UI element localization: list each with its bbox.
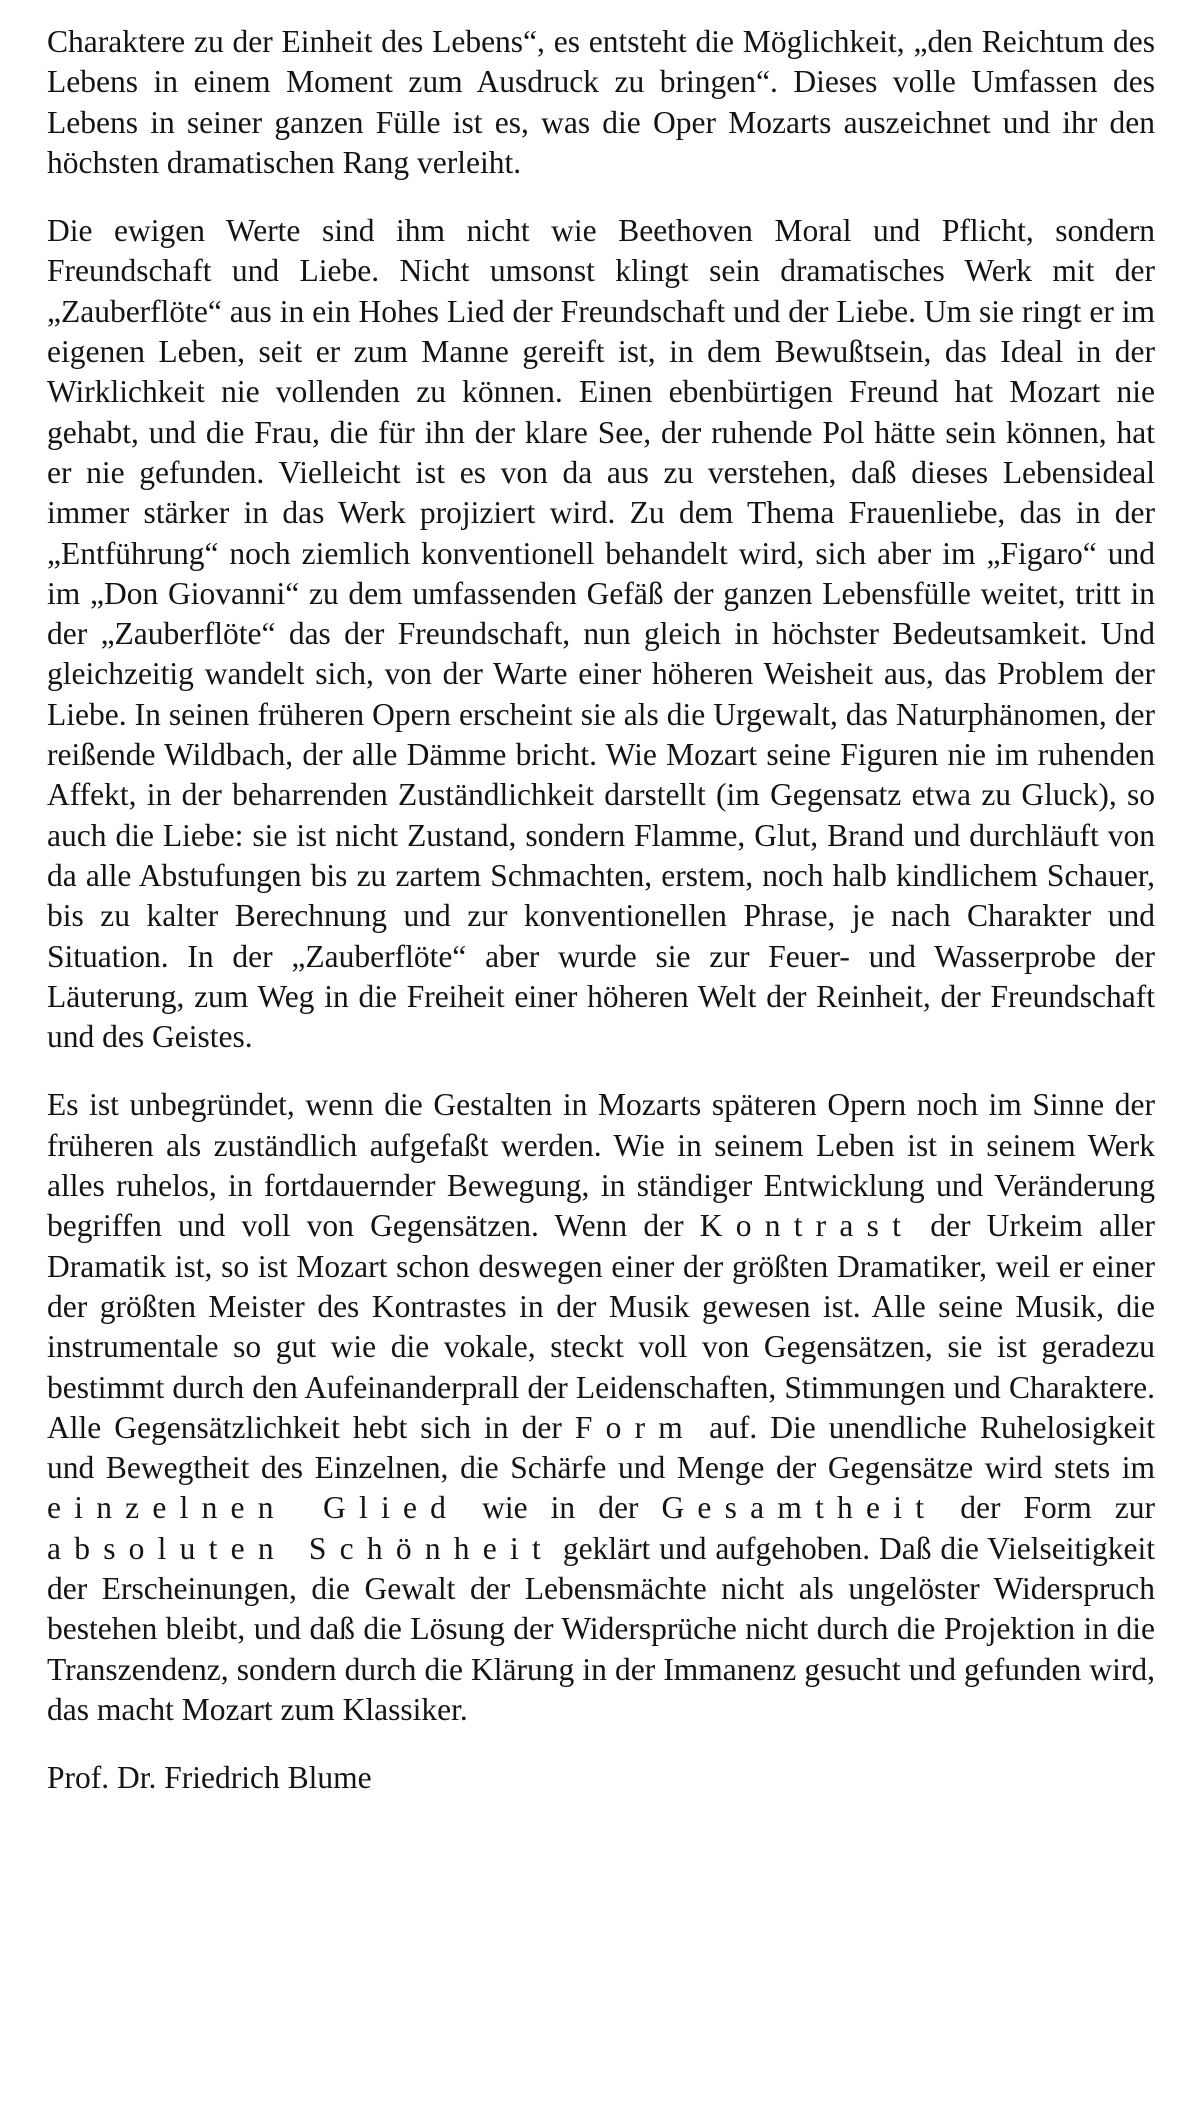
- paragraph-friendship-love: [47, 211, 1155, 1057]
- paragraph-contrast-form: [47, 1085, 1155, 1730]
- text-segment: geklärt und aufgehoben. Daß die Vielseitigkeit der Erscheinungen, die Gewalt der Lebensmächte nicht als ungelöster Widerspruch bestehen bleibt, und daß die Lösung der Widersprüche nicht durch die Projektion in die Transzendenz, sondern durch die Klärung in der Immanenz gesucht und gefunden wird, das macht Mozart zum Klassiker.: [47, 1530, 1155, 1727]
- emphasis-einzelnen-glied: einzelnen Glied: [47, 1490, 460, 1526]
- text-segment: wie in der: [459, 1490, 662, 1526]
- text-segment: Die ewigen Werte sind ihm nicht wie Beethoven Moral und Pflicht, sondern Freundschaft und Liebe. Nicht umsonst klingt sein dramatisches Werk mit der „Zauberflöte“ aus in ein Hohes Lied der Freundschaft und der Liebe. Um sie ringt er im eigenen Leben, seit er zum Manne gereift ist, in dem Bewußtsein, das Ideal in der Wirklichkeit nie vollenden zu können. Einen ebenbürtigen Freund hat Mozart nie gehabt, und die Frau, die für ihn der klare See, der ruhende Pol hätte sein können, hat er nie gefunden. Vielleicht ist es von da aus zu verstehen, daß dieses Lebensideal immer stärker in das Werk projiziert wird. Zu dem Thema Frauenliebe, das in der „Entführung“ noch ziemlich konventionell behandelt wird, sich aber im „Figaro“ und im „Don Giovanni“ zu dem umfassenden Gefäß der ganzen Lebensfülle weitet, tritt in der „Zauberflöte“ das der Freundschaft, nun gleich in höchster Bedeutsamkeit. Und gleichzeitig wandelt sich, von der Warte einer höheren Weisheit aus, das Problem der Liebe. In seinen früheren Opern erscheint sie als die Urgewalt, das Naturphänomen, der reißende Wildbach, der alle Dämme bricht. Wie Mozart seine Figuren nie im ruhenden Affekt, in der beharrenden Zuständlichkeit darstellt (im Gegensatz etwa zu Gluck), so auch die Liebe: sie ist nicht Zustand, sondern Flamme, Glut, Brand und durchläuft von da alle Abstufungen bis zu zartem Schmachten, erstem, noch halb kindlichem Schauer, bis zu kalter Berechnung und zur konventionellen Phrase, je nach Charakter und Situation. In der „Zauberflöte“ aber wurde sie zur Feuer- und Wasserprobe der Läuterung, zum Weg in die Freiheit einer höheren Welt der Reinheit, der Freundschaft und des Geistes.: [47, 213, 1155, 1055]
- emphasis-gesamtheit: Gesamtheit: [661, 1490, 938, 1526]
- document-page: [47, 22, 1155, 1798]
- emphasis-absoluten-schoenheit: absoluten Schönheit: [47, 1530, 554, 1566]
- text-segment: Charaktere zu der Einheit des Lebens“, es entsteht die Möglichkeit, „den Reichtum des Lebens in einem Moment zum Ausdruck zu bringen“. Dieses volle Umfassen des Lebens in seiner ganzen Fülle ist es, was die Oper Mozarts auszeichnet und ihr den höchsten dramatischen Rang verleiht.: [47, 24, 1155, 180]
- emphasis-form: Form: [574, 1409, 697, 1445]
- text-segment: der Form zur: [937, 1490, 1155, 1526]
- emphasis-kontrast: Kontrast: [699, 1208, 915, 1244]
- text-segment: der Urkeim aller Dramatik ist, so ist Mozart schon deswegen einer der größten Dramatiker, weil er einer der größten Meister des Kontrastes in der Musik gewesen ist. Alle seine Musik, die instrumentale so gut wie die vokale, steckt voll von Gegensätzen, sie ist geradezu bestimmt durch den Aufeinanderprall der Leidenschaften, Stimmungen und Charaktere. Alle Gegensätzlichkeit hebt sich in der: [47, 1208, 1156, 1445]
- text-segment: Es ist unbegründet, wenn die Gestalten in Mozarts späteren Opern noch im Sinne der früheren als zuständlich aufgefaßt werden. Wie in seinem Leben ist in seinem Werk alles ruhelos, in fortdauernder Bewegung, in ständiger Entwicklung und Veränderung begriffen und voll von Gegensätzen. Wenn der: [47, 1087, 1155, 1244]
- author-signature: Prof. Dr. Friedrich Blume: [47, 1760, 372, 1796]
- text-segment: auf. Die unendliche Ruhelosigkeit und Bewegtheit des Einzelnen, die Schärfe und Menge der Gegensätze wird stets im: [47, 1409, 1155, 1486]
- paragraph-opera-fullness: [47, 22, 1155, 183]
